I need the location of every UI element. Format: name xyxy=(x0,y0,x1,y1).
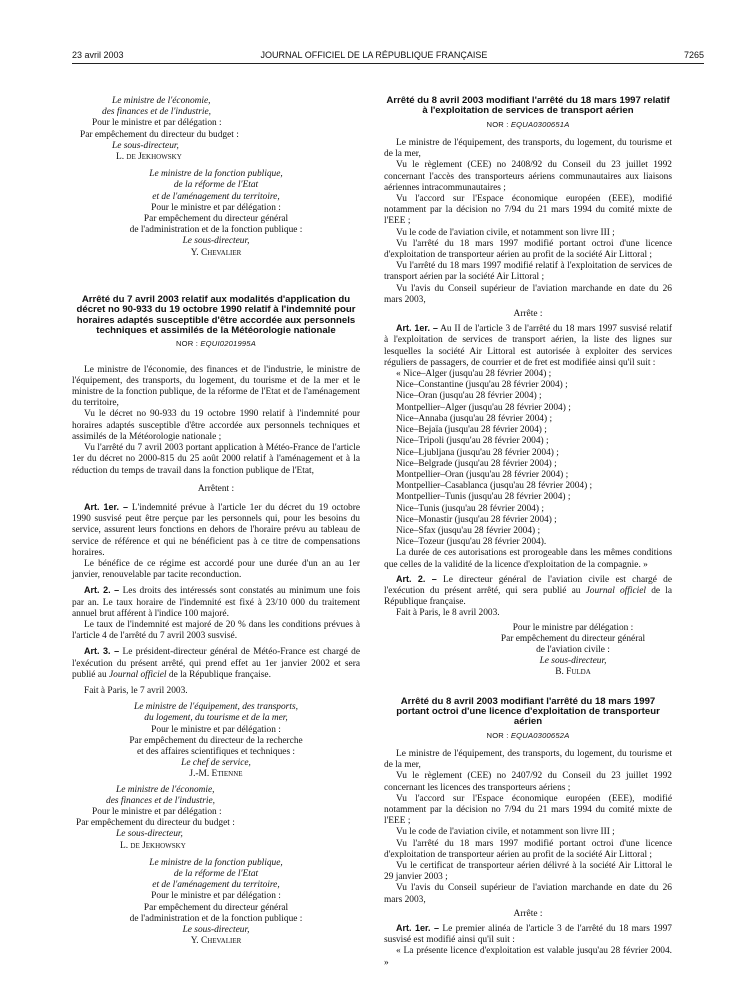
signature-line: Par empêchement du directeur de la recherche xyxy=(129,735,303,746)
signature-line: de la réforme de l'Etat xyxy=(173,180,259,191)
signature-name: L. de Jekhowsky xyxy=(116,152,182,163)
visa-paragraph: Vu l'arrêté du 18 mars 1997 modifié relatif à l'exploitation de services de transport aérien par la société Air Littoral ; xyxy=(384,261,672,283)
signature-line: Le sous-directeur, xyxy=(182,236,250,247)
signature-line: Par empêchement du directeur général xyxy=(143,214,289,225)
signature-line: Par empêchement du directeur général xyxy=(500,633,646,644)
article-3: Art. 3. – Le président-directeur général de Météo-France est chargé de l'exécution du présent arrêté, qui prend effet au 1er janvier 2002 et sera publié au Journal officiel de la République française. xyxy=(72,646,360,680)
signature-name: L. de Jekhowsky xyxy=(120,840,186,851)
signature-block xyxy=(72,169,360,259)
signature-line: Pour le ministre par délégation : xyxy=(512,622,634,633)
article-1: Art. 1er. – Au II de l'article 3 de l'arrêté du 18 mars 1997 susvisé relatif à l'exploitation de services de transport aérien, la liste des lignes sur lesquelles la société Air Littoral est autorisée à exploiter des services réguliers de passagers, de courrier et de fret est modifiée ainsi qu'il suit : xyxy=(384,323,672,368)
visa-paragraph: Vu le code de l'aviation civile, et notamment son livre III ; xyxy=(396,227,615,238)
route-item: Nice–Oran (jusqu'au 28 février 2004) ; xyxy=(396,391,542,402)
signature-name: J.-M. Etienne xyxy=(189,769,243,780)
header-rule xyxy=(72,63,704,64)
preamble-paragraph: Le ministre de l'équipement, des transports, du logement, du tourisme et de la mer, xyxy=(384,748,672,771)
signature-line: Pour le ministre et par délégation : xyxy=(92,118,222,129)
visa-paragraph: Vu l'arrêté du 18 mars 1997 modifié portant octroi d'une licence d'exploitation de transporteur aérien au profit de la société Air Littoral ; xyxy=(384,838,672,860)
article-paragraph: « La présente licence d'exploitation est valable jusqu'au 28 février 2004. » xyxy=(384,946,672,968)
signature-line: Par empêchement du directeur général xyxy=(143,902,289,913)
signature-block xyxy=(72,702,360,780)
fait-a-paris: Fait à Paris, le 7 avril 2003. xyxy=(84,685,188,696)
signature-line: Le ministre de la fonction publique, xyxy=(149,169,283,180)
signature-line: Le chef de service, xyxy=(181,758,251,769)
route-item: Nice–Ljubljana (jusqu'au 28 février 2004) ; xyxy=(396,447,559,458)
route-item: Montpellier–Casablanca (jusqu'au 28 février 2004) ; xyxy=(396,481,593,492)
routes-list xyxy=(384,369,672,548)
signature-line: Par empêchement du directeur du budget : xyxy=(76,818,235,829)
visa-paragraph: Vu le code de l'aviation civile, et notamment son livre III ; xyxy=(396,827,615,838)
visa-paragraph: Vu l'avis du Conseil supérieur de l'aviation marchande en date du 26 mars 2003, xyxy=(384,883,672,905)
route-item: Montpellier–Tunis (jusqu'au 28 février 2004) ; xyxy=(396,492,571,503)
visa-paragraph: Vu le décret no 90-933 du 19 octobre 1990 relatif à l'indemnité pour horaires adaptés susceptible d'être accordée aux personnels techniques et assimilés de la Météorologie nationale ; xyxy=(72,409,360,442)
article-paragraph: Le taux de l'indemnité est majoré de 20 % dans les conditions prévues à l'article 4 de l'arrêté du 7 avril 2003 susvisé. xyxy=(72,619,360,642)
signature-line: de la réforme de l'Etat xyxy=(173,869,259,879)
signature-block xyxy=(72,785,360,852)
route-item: « Nice–Alger (jusqu'au 28 février 2004) ; xyxy=(396,369,552,380)
route-item: Nice–Belgrade (jusqu'au 28 février 2004) ; xyxy=(396,458,557,469)
signature-line: Le ministre de l'économie, xyxy=(116,784,215,795)
signature-line: Le ministre de la fonction publique, xyxy=(149,857,283,868)
header-page-number: 7265 xyxy=(683,50,704,60)
visa-paragraph: Vu l'arrêté du 18 mars 1997 modifié portant octroi d'une licence d'exploitation de transporteur aérien au profit de la société Air Littoral ; xyxy=(384,238,672,261)
arrete-title: Arrêté du 8 avril 2003 modifiant l'arrêté du 18 mars 1997 relatif à l'exploitation de services de transport aérien xyxy=(386,95,670,117)
article-1: Art. 1er. – Le premier alinéa de l'article 3 de l'arrêté du 18 mars 1997 susvisé est modifié ainsi qu'il suit : xyxy=(384,923,672,946)
signature-line: Pour le ministre et par délégation : xyxy=(92,806,222,817)
visa-paragraph: Vu l'accord sur l'Espace économique européen (EEE), modifié notamment par la décision no 7/94 du 21 mars 1994 du comité mixte de l'EEE ; xyxy=(384,793,672,827)
right-column xyxy=(384,96,672,969)
preamble-paragraph: Le ministre de l'économie, des finances et de l'industrie, le ministre de l'équipement, des transports, du logement, du tourisme et de la mer et le ministre de la fonction publique, de la réforme de l'Etat et de l'aménagement du territoire, xyxy=(72,364,360,409)
route-item: Nice–Constantine (jusqu'au 28 février 2004) ; xyxy=(396,380,568,391)
fait-a-paris: Fait à Paris, le 8 avril 2003. xyxy=(396,608,500,619)
signature-name: Y. Chevalier xyxy=(190,936,242,947)
signature-line: du logement, du tourisme et de la mer, xyxy=(144,713,288,724)
arretent-heading: Arrêtent : xyxy=(197,483,235,494)
signature-name: Y. Chevalier xyxy=(190,247,242,258)
article-1: Art. 1er. – L'indemnité prévue à l'article 1er du décret du 19 octobre 1990 susvisé peut être perçue par les personnels qui, pour les besoins du service, assurent leurs fonctions en dehors de l'horaire prévu au tableau de service de référence et qui ne bénéficient pas à ce titre de compensations horaires. xyxy=(72,501,360,558)
signature-line: de l'administration et de la fonction publique : xyxy=(129,913,303,924)
article-paragraph: Le bénéfice de ce régime est accordé pour une durée d'un an au 1er janvier, renouvelable par tacite reconduction. xyxy=(72,558,360,581)
visa-paragraph: Vu l'avis du Conseil supérieur de l'aviation marchande en date du 26 mars 2003, xyxy=(384,283,672,305)
nor-reference: NOR : EQUA0300651A xyxy=(486,119,570,129)
route-item: Nice–Tunis (jusqu'au 28 février 2004) ; xyxy=(396,503,544,514)
visa-paragraph: Vu le règlement (CEE) no 2408/92 du Conseil du 23 juillet 1992 concernant l'accès des transporteurs aériens communautaires aux liaisons aériennes intracommunautaires ; xyxy=(384,160,672,193)
signature-line: Par empêchement du directeur du budget : xyxy=(80,129,239,140)
route-item: Nice–Bejaïa (jusqu'au 28 février 2004) ; xyxy=(396,425,547,436)
visa-paragraph: Vu l'arrêté du 7 avril 2003 portant application à Météo-France de l'article 1er du décret no 2000-815 du 25 août 2000 relatif à l'aménagement et à la réduction du temps de travail dans la fonction publique de l'Etat, xyxy=(72,443,360,476)
route-item: Nice–Sfax (jusqu'au 28 février 2004) ; xyxy=(396,525,541,536)
signature-line: de l'aviation civile : xyxy=(536,644,610,655)
signature-name: B. Fulda xyxy=(555,667,591,678)
left-column xyxy=(72,96,360,947)
signature-line: des finances et de l'industrie, xyxy=(106,795,216,806)
signature-line: et des affaires scientifiques et techniques : xyxy=(136,746,296,757)
signature-line: Le sous-directeur, xyxy=(112,140,179,151)
article-2: Art. 2. – Les droits des intéressés sont constatés au minimum une fois par an. Le taux horaire de l'indemnité est fixé à 23/10 000 du traitement annuel brut afférent à l'indice 100 majoré. xyxy=(72,585,360,619)
signature-block xyxy=(72,858,360,948)
header-date: 23 avril 2003 xyxy=(72,50,124,60)
nor-reference: NOR : EQUI0201995A xyxy=(176,339,256,349)
visa-paragraph: Vu le certificat de transporteur aérien délivré à la société Air Littoral le 29 janvier 2003 ; xyxy=(384,861,672,883)
route-item: Nice–Monastir (jusqu'au 28 février 2004) ; xyxy=(396,514,557,525)
signature-block xyxy=(72,96,360,163)
signature-block xyxy=(384,623,672,679)
route-item: Montpellier–Alger (jusqu'au 28 février 2004) ; xyxy=(396,402,571,413)
signature-line: Pour le ministre et par délégation : xyxy=(151,891,281,902)
signature-line: Le sous-directeur, xyxy=(182,925,250,936)
signature-line: Pour le ministre et par délégation : xyxy=(151,202,281,213)
preamble-paragraph: Le ministre de l'équipement, des transports, du logement, du tourisme et de la mer, xyxy=(384,138,672,160)
signature-line: de l'administration et de la fonction publique : xyxy=(129,225,303,236)
signature-line: Pour le ministre et par délégation : xyxy=(151,724,281,735)
nor-reference: NOR : EQUA0300652A xyxy=(486,730,570,740)
route-item: Nice–Tripoli (jusqu'au 28 février 2004) ; xyxy=(396,436,549,447)
visa-paragraph: Vu l'accord sur l'Espace économique européen (EEE), modifié notamment par la décision no 7/94 du 21 mars 1994 du comité mixte de l'EEE ; xyxy=(384,194,672,227)
arrete-heading: Arrête : xyxy=(513,309,543,320)
signature-line: Le ministre de l'équipement, des transports, xyxy=(134,702,298,713)
article-paragraph: La durée de ces autorisations est prorogeable dans les mêmes conditions que celles de la validité de la licence d'exploitation de la compagnie. » xyxy=(384,548,672,570)
signature-line: Le sous-directeur, xyxy=(116,829,183,840)
signature-line: Le sous-directeur, xyxy=(539,656,607,667)
article-2: Art. 2. – Le directeur général de l'aviation civile est chargé de l'exécution du présent arrêté, qui sera publié au Journal officiel de la République française. xyxy=(384,573,672,608)
signature-line: des finances et de l'industrie, xyxy=(102,107,212,118)
arrete-title: Arrêté du 7 avril 2003 relatif aux modalités d'application du décret no 90-933 du 19 octobre 1990 relatif à l'indemnité pour horaires adaptés susceptible d'être accordée aux personnels techniques et assimilés de la Météorologie nationale xyxy=(76,293,356,337)
arrete-heading: Arrête : xyxy=(513,908,543,919)
route-item: Nice–Tozeur (jusqu'au 28 février 2004). xyxy=(396,537,547,548)
route-item: Nice–Annaba (jusqu'au 28 février 2004) ; xyxy=(396,413,553,424)
signature-line: et de l'aménagement du territoire, xyxy=(152,191,280,202)
signature-line: et de l'aménagement du territoire, xyxy=(152,880,280,891)
page-header xyxy=(0,50,748,62)
header-title: JOURNAL OFFICIEL DE LA RÉPUBLIQUE FRANÇAISE xyxy=(260,50,488,60)
route-item: Montpellier–Oran (jusqu'au 28 février 2004) ; xyxy=(396,469,569,480)
arrete-title: Arrêté du 8 avril 2003 modifiant l'arrêté du 18 mars 1997 portant octroi d'une licence d'exploitation de transporteur aérien xyxy=(396,695,660,728)
visa-paragraph: Vu le règlement (CEE) no 2407/92 du Conseil du 23 juillet 1992 concernant les licences des transporteurs aériens ; xyxy=(384,771,672,793)
signature-line: Le ministre de l'économie, xyxy=(112,96,211,106)
